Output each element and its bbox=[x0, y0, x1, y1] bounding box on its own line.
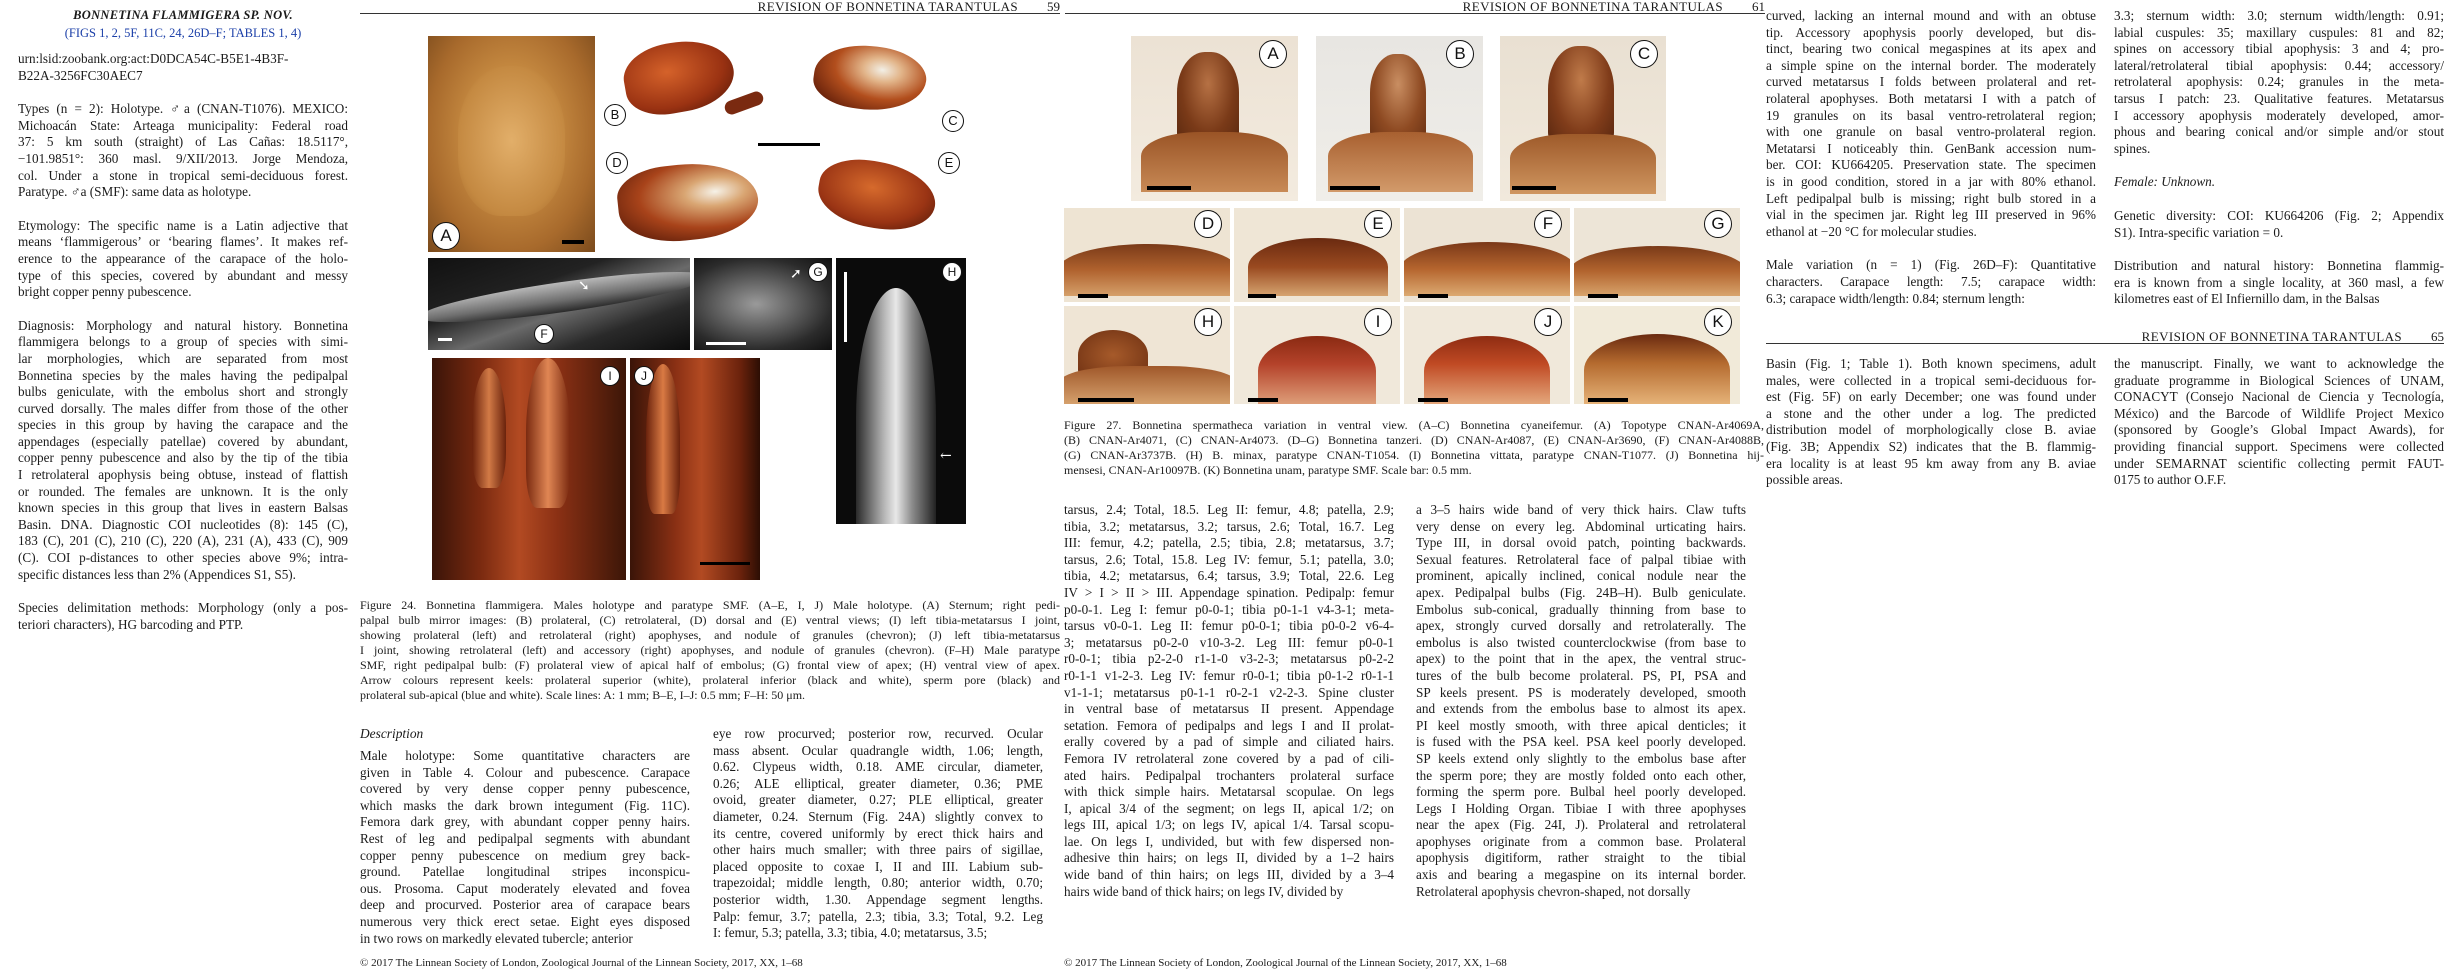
text-line: Palp: femur, 3.7; patella, 2.3; tibia, 3.3; Total, 9.2. Leg bbox=[713, 908, 1043, 924]
text-line: Figure 24. Bonnetina flammigera. Males holotype and paratype SMF. (A–E, I, J) Male holotype. (A) Sternum; right pedi- bbox=[360, 598, 1060, 612]
text-line: copper penny pubescence on medium grey back- bbox=[360, 847, 690, 863]
male-variation-paragraph bbox=[1766, 257, 2096, 307]
text-line: mensesi, CNAN-Ar10097B. (K) Bonnetina unam, paratype SMF. Scale bar: 0.5 mm. bbox=[1064, 463, 1472, 477]
text-line: lae. On legs I, undivided, but with few dispersed non- bbox=[1064, 833, 1394, 849]
text-line: a 3–5 hairs wide band of very thick hairs. Claw tufts bbox=[1416, 502, 1746, 517]
text-line: Retrolateral apophysis chevron-shaped, not dorsally bbox=[1416, 883, 1691, 899]
text-line: apophyses originate from a common base. Prolateral bbox=[1416, 833, 1746, 849]
text-line: ber. COI: KU664205. Preservation state. The specimen bbox=[1766, 157, 2096, 173]
figure-24-panel-b bbox=[604, 36, 799, 140]
figure-27-panel-b bbox=[1316, 36, 1483, 201]
text-line: showing prolateral (left) and retrolateral (right) apophyses, and nodule of granules (chevron); (J) left tibia-metatarsus bbox=[360, 628, 1060, 642]
text-line: Etymology: The specific name is a Latin adjective that bbox=[18, 217, 348, 233]
page-65-col-b bbox=[2114, 356, 2444, 489]
distribution-paragraph bbox=[2114, 258, 2444, 308]
text-line: placed opposite to coxae I, II and III. Labium sub- bbox=[713, 858, 1043, 874]
figure-27-panel-i bbox=[1234, 306, 1400, 404]
text-line: means ‘flammigerous’ or ‘bearing flames’. It makes ref- bbox=[18, 234, 348, 250]
scale-bar bbox=[1512, 186, 1556, 190]
scale-bar bbox=[1418, 398, 1448, 402]
figure-24-panel-c bbox=[806, 36, 966, 140]
page-number: 61 bbox=[1752, 0, 1765, 14]
figure-27-panel-g bbox=[1574, 208, 1740, 302]
text-line: very dense on every leg. Abdominal urticating hairs. bbox=[1416, 518, 1746, 534]
column-7 bbox=[2114, 8, 2444, 308]
text-line: males, were collected in a tropical semi-deciduous for- bbox=[1766, 372, 2096, 388]
text-line: bright copper penny pubescence. bbox=[18, 284, 192, 300]
panel-label: H bbox=[942, 262, 962, 282]
text-line: spines on accessory tibial apophysis: 3 and 4; pro- bbox=[2114, 41, 2444, 57]
page-59-text bbox=[360, 726, 1060, 946]
figure-24-panel-f bbox=[428, 258, 690, 350]
figure-24-panel-j bbox=[630, 358, 760, 580]
scale-bar bbox=[1330, 186, 1380, 190]
text-line: providing financial support. Specimens were collected bbox=[2114, 438, 2444, 454]
text-line: Metatarsi I noticeably thin. GenBank accession num- bbox=[1766, 140, 2096, 156]
text-line: curved metatarsus I folds between prolateral and ret- bbox=[1766, 74, 2096, 90]
species-delimitation-paragraph bbox=[18, 600, 348, 633]
text-line: tibia, 4.2; metatarsus, 6.4; tarsus, 3.9; Total, 22.6. Leg bbox=[1064, 568, 1394, 584]
text-line: 183 (C), 201 (C), 210 (C), 220 (A), 231 (A), 433 (C), 909 bbox=[18, 533, 348, 549]
text-line: erence to the appearance of the carapace of the holo- bbox=[18, 250, 348, 266]
text-line: prolateral sub-apical (blue and white). Scale lines: A: 1 mm; B–E, I–J: 0.5 mm; F–H: 50 μm. bbox=[360, 688, 806, 702]
scale-bar bbox=[1248, 398, 1278, 402]
text-line: tures of the bulb become prolateral. PS, PI, PSA and bbox=[1416, 667, 1746, 683]
text-line: the sperm pore; they are mostly folded onto each other, bbox=[1416, 767, 1746, 783]
text-line: possible areas. bbox=[1766, 472, 1843, 488]
text-line: Diagnosis: Morphology and natural history. Bonnetina bbox=[18, 317, 348, 333]
text-line: era locality is at least 95 km away from any B. aviae bbox=[1766, 455, 2096, 471]
text-line: 0.62. Clypeus width, 0.18. AME circular, diameter, bbox=[713, 759, 1043, 775]
figure-27-panel-j bbox=[1404, 306, 1570, 404]
zoobank-lsid: urn:lsid:zoobank.org:act:D0DCA54C-B5E1-4B3F-B22A-3256FC30AEC7 bbox=[18, 51, 289, 83]
text-line: Femora IV retrolateral zone covered by a pad of cili- bbox=[1064, 750, 1394, 766]
panel-label: B bbox=[604, 104, 626, 126]
text-line: curved dorsally. The males differ from those of the other bbox=[18, 400, 348, 416]
text-line: tarsus, 2.4; Total, 18.5. Leg II: femur, 4.8; patella, 2.9; bbox=[1064, 502, 1394, 517]
text-line: erally covered by a pad of simple and ciliated hairs. bbox=[1064, 734, 1394, 750]
text-line: SP keels present. PS is moderately developed, smooth bbox=[1416, 684, 1746, 700]
scale-bar bbox=[700, 562, 750, 565]
page-61-col-b bbox=[1416, 502, 1746, 900]
text-line: its centre, covered uniformly by erect thick hairs and bbox=[713, 825, 1043, 841]
text-line: Legs I Holding Organ. Tibiae I with three apophyses bbox=[1416, 800, 1746, 816]
text-line: near the apex (Fig. 24I, J). Prolateral and retrolateral bbox=[1416, 817, 1746, 833]
text-line: under SEMARNAT scientific collecting permit FAUT- bbox=[2114, 455, 2444, 471]
text-line: a simple spine on the internal border. The moderately bbox=[1766, 57, 2096, 73]
text-line: Sexual features. Retrolateral face of palpal tibiae with bbox=[1416, 551, 1746, 567]
text-line: tibia, 3.2; metatarsus, 3.2; tarsus, 2.6; Total, 16.7. Leg bbox=[1064, 518, 1394, 534]
text-line: copper penny pubescence and also by the tip of the tibia bbox=[18, 450, 348, 466]
text-line: which masks the dark brown integument (Fig. 11C). bbox=[360, 797, 690, 813]
text-line: Distribution and natural history: Bonnetina flammig- bbox=[2114, 258, 2444, 274]
scale-bar bbox=[1147, 186, 1191, 190]
text-line: given in Table 4. Colour and pubescence. Carapace bbox=[360, 764, 690, 780]
text-line: 6.3; carapace width/length: 0.84; sternum length: bbox=[1766, 290, 2025, 306]
text-line: tarsus, 2.6; Total, 15.8. Leg IV: femur, 5.1; patella, 3.0; bbox=[1064, 551, 1394, 567]
text-line: PI keel mostly smooth, with three apical denticles; it bbox=[1416, 717, 1746, 733]
text-line: Arrow colours represent keels: prolateral superior (white), prolateral inferior (black and white), sperm pore (black) and bbox=[360, 673, 1060, 687]
text-line: deep and procurved. Posterior area of carapace bears bbox=[360, 897, 690, 913]
page-61-footer: © 2017 The Linnean Society of London, Zoological Journal of the Linnean Society, 2017, XX, 1–68 bbox=[1064, 957, 1507, 969]
scale-bar bbox=[758, 143, 820, 146]
text-line: S1). Intra-specific variation = 0. bbox=[2114, 224, 2284, 240]
text-line: diameter, 0.24. Sternum (Fig. 24A) slightly convex to bbox=[713, 808, 1043, 824]
text-line: I retrolateral apophysis being obtuse, instead of flattish bbox=[18, 467, 348, 483]
text-line: spines. bbox=[2114, 140, 2151, 156]
text-line: specific distances less than 2% (Appendices S1, S5). bbox=[18, 566, 296, 582]
text-line: Michoacán State: Arteaga municipality: Federal road bbox=[18, 117, 348, 133]
text-line: ethanol at −20 °C for molecular studies. bbox=[1766, 223, 1977, 239]
text-line: Species delimitation methods: Morphology (only a pos- bbox=[18, 600, 348, 616]
text-line: Figure 27. Bonnetina spermatheca variation in ventral view. (A–C) Bonnetina cyaneifemur. (A) Topotype CNAN-Ar4069A, bbox=[1064, 418, 1764, 432]
white-arrow-icon: ← bbox=[940, 448, 952, 464]
panel-label: E bbox=[1364, 210, 1392, 238]
text-line: phous and bearing conical and/or simple and/or stout bbox=[2114, 124, 2444, 140]
figure-27-panel-e bbox=[1234, 208, 1400, 302]
text-line: Male variation (n = 1) (Fig. 26D–F): Quantitative bbox=[1766, 257, 2096, 273]
figure-27-panel-d bbox=[1064, 208, 1230, 302]
panel-label: G bbox=[1704, 210, 1732, 238]
text-line: graduate programme in Biological Sciences of UNAM, bbox=[2114, 372, 2444, 388]
text-line: r0-0-1; tibia p2-2-0 r1-1-0 v3-2-3; metatarsus p0-2-2 bbox=[1064, 651, 1394, 667]
text-line: SP keels extend only slightly to the embolus base after bbox=[1416, 750, 1746, 766]
text-line: hairs wide band of thick hairs; on legs IV, divided by bbox=[1064, 883, 1344, 899]
panel-label: J bbox=[634, 366, 654, 386]
text-line: apex, strongly curved dorsally and retrolaterally. The bbox=[1416, 618, 1746, 634]
text-line: covered by very dense copper penny pubescence, bbox=[360, 781, 690, 797]
text-line: (C). COI p-distances to other species above 9%; intra- bbox=[18, 550, 348, 566]
text-line: retrolateral apophysis: 0.24; granules in the meta- bbox=[2114, 74, 2444, 90]
text-line: Types (n = 2): Holotype. ♂a (CNAN-T1076). MEXICO: bbox=[18, 101, 348, 117]
text-line: wide band of thin hairs; on legs III, divided by a 3–4 bbox=[1064, 867, 1394, 883]
text-line: flammigera belongs to a group of species with simi- bbox=[18, 334, 348, 350]
page-number: 65 bbox=[2431, 329, 2444, 344]
text-line: kilometres east of El Infiernillo dam, in the Balsas bbox=[2114, 291, 2380, 307]
running-title: REVISION OF BONNETINA TARANTULAS bbox=[2141, 329, 2402, 344]
scale-bar bbox=[706, 342, 746, 345]
page-59-footer: © 2017 The Linnean Society of London, Zoological Journal of the Linnean Society, 2017, XX, 1–68 bbox=[360, 957, 803, 969]
text-line: ovoid, greater diameter, 0.27; PLE elliptical, greater bbox=[713, 792, 1043, 808]
page-65-col-a bbox=[1766, 356, 2096, 489]
text-line: est (Fig. 5F) on early December; one was found under bbox=[1766, 389, 2096, 405]
panel-label: D bbox=[606, 152, 628, 174]
panel-label: K bbox=[1704, 308, 1732, 336]
scale-bar bbox=[1418, 294, 1448, 298]
text-line: 0.26; ALE elliptical, greater diameter, 0.36; PME bbox=[713, 775, 1043, 791]
text-line: in two rows on markedly elevated tubercle; anterior bbox=[360, 930, 633, 946]
text-line: IV > I > II > III. Appendage spination. Pedipalp: femur bbox=[1064, 584, 1394, 600]
panel-label: I bbox=[1364, 308, 1392, 336]
text-line: curved, lacking an internal mound and with an obtuse bbox=[1766, 8, 2096, 23]
text-line: distribution model of morphologically close B. aviae bbox=[1766, 422, 2096, 438]
scale-bar bbox=[1078, 398, 1134, 402]
page-61-col-a bbox=[1064, 502, 1394, 900]
text-line: is fused with the PSA keel. PSA keel poorly developed. bbox=[1416, 734, 1746, 750]
section-heading: Description bbox=[360, 726, 424, 741]
figure-27-caption bbox=[1064, 418, 1764, 478]
text-line: is in good condition, stored in a jar with 80% ethanol. bbox=[1766, 173, 2096, 189]
text-line: with one granule on basal ventro-prolateral region. bbox=[1766, 124, 2096, 140]
text-line: col. Under a stone in tropical semi-deciduous forest. bbox=[18, 167, 348, 183]
description-col-b bbox=[713, 726, 1043, 942]
figure-27-panel-f bbox=[1404, 208, 1570, 302]
figure-24-panel-d bbox=[604, 148, 799, 254]
text-line: Basin. DNA. Diagnostic COI nucleotides (8): 145 (C), bbox=[18, 516, 348, 532]
text-line: Genetic diversity: COI: KU664206 (Fig. 2; Appendix bbox=[2114, 207, 2444, 223]
text-line: Basin (Fig. 1; Table 1). Both known specimens, adult bbox=[1766, 356, 2096, 371]
text-line: or rounded. The females are unknown. It is the only bbox=[18, 483, 348, 499]
panel-label: H bbox=[1194, 308, 1222, 336]
diagnosis-paragraph bbox=[18, 318, 348, 584]
text-line: rolateral apophyses. Both metatarsi I with a patch of bbox=[1766, 90, 2096, 106]
text-line: México) and the Barcode of Wildlife Project Mexico bbox=[2114, 405, 2444, 421]
text-line: eye row procurved; posterior row, recurved. Ocular bbox=[713, 726, 1043, 741]
text-line: legs III, apical 1/3; on legs IV, apical 1/4. Tarsal scopu- bbox=[1064, 817, 1394, 833]
text-line: I joint, showing retrolateral (left) and accessory (right) apophyses, and nodule of granules (chevron). (F–H) Male paratype bbox=[360, 643, 1060, 657]
etymology-paragraph bbox=[18, 218, 348, 301]
text-line: adhesive thin hairs; on legs II, divided by a 1–2 hairs bbox=[1064, 850, 1394, 866]
text-line: I accessory apophysis moderately developed, amor- bbox=[2114, 107, 2444, 123]
text-line: vial in the specimen jar. Right leg III preserved in 96% bbox=[1766, 207, 2096, 223]
column-1 bbox=[18, 8, 348, 633]
text-line: −101.9851°: 360 masl. 9/XII/2013. Jorge Mendoza, bbox=[18, 150, 348, 166]
panel-label: A bbox=[432, 222, 460, 250]
page-61-header bbox=[1065, 0, 1765, 14]
text-line: prominent, apically inclined, conical nodule near the bbox=[1416, 568, 1746, 584]
text-line: a stone and the other under a log. The predicted bbox=[1766, 405, 2096, 421]
figure-27-panel-a bbox=[1131, 36, 1298, 201]
text-line: SMF, right pedipalpal bulb: (F) prolateral view of apical half of embolus; (G) frontal view of apex; (H) ventral view of apex. bbox=[360, 658, 1060, 672]
text-line: forming the sperm pore. Bulbal heel poorly developed. bbox=[1416, 784, 1746, 800]
running-title: REVISION OF BONNETINA TARANTULAS bbox=[1462, 0, 1723, 14]
panel-label: A bbox=[1259, 40, 1287, 68]
text-line: v1-1-1; metatarsus p0-1-1 r0-2-1 v2-2-3. Spine cluster bbox=[1064, 684, 1394, 700]
text-line: lar morphologies, which are separated from most bbox=[18, 350, 348, 366]
text-line: Male holotype: Some quantitative characters are bbox=[360, 748, 690, 763]
text-line: tinct, bearing two conical megaspines at its apex and bbox=[1766, 41, 2096, 57]
text-line: p0-0-1. Leg I: femur p0-0-1; tibia p0-1-1 v4-3-1; meta- bbox=[1064, 601, 1394, 617]
panel-label: D bbox=[1194, 210, 1222, 238]
text-line: tarsus v0-0-1. Leg II: femur p0-0-1; tibia p0-0-2 v6-4- bbox=[1064, 618, 1394, 634]
text-line: 3.3; sternum width: 3.0; sternum width/length: 0.91; bbox=[2114, 8, 2444, 23]
text-line: appendages (especially patellae) covered by abundant, bbox=[18, 433, 348, 449]
scale-bar bbox=[1248, 294, 1276, 298]
text-line: ated hairs. Pedipalpal trochanters prolateral surface bbox=[1064, 767, 1394, 783]
text-line: Embolus sub-conical, gradually thinning from base to bbox=[1416, 601, 1746, 617]
text-line: teriori characters), HG barcoding and PTP. bbox=[18, 616, 244, 632]
text-line: (sponsored by Google’s Global Impact Awards), for bbox=[2114, 422, 2444, 438]
figure-27-panel-c bbox=[1500, 36, 1666, 201]
page-number: 59 bbox=[1047, 0, 1060, 14]
text-line: 19 granules on its basal ventro-retrolateral region; bbox=[1766, 107, 2096, 123]
text-line: apex) to the point that in the apex, the ventral struc- bbox=[1416, 651, 1746, 667]
figure-24-panel-a bbox=[428, 36, 595, 252]
text-line: Rest of leg and pedipalpal segments with abundant bbox=[360, 830, 690, 846]
text-line: with thick simple hairs. Metatarsal scopulae. On legs bbox=[1064, 784, 1394, 800]
panel-label: G bbox=[808, 262, 828, 282]
text-line: Type III, in dorsal ovoid patch, pointing backwards. bbox=[1416, 535, 1746, 551]
scale-bar bbox=[562, 240, 584, 244]
text-line: other hairs much smaller; with three pairs of sigillae, bbox=[713, 842, 1043, 858]
text-line: species in this group by having the carapace and the bbox=[18, 417, 348, 433]
panel-label: F bbox=[1534, 210, 1562, 238]
text-line: characters. Carapace length: 7.5; carapace width: bbox=[1766, 273, 2096, 289]
text-line: mass absent. Ocular quadrangle width, 1.06; length, bbox=[713, 742, 1043, 758]
text-line: era is known from a single locality, at 360 masl, a few bbox=[2114, 274, 2444, 290]
scale-bar bbox=[438, 338, 452, 341]
text-line: apex. Pedipalpal bulbs (Fig. 24B–H). Bulb geniculate. bbox=[1416, 584, 1746, 600]
text-line: r0-1-1 v1-2-3. Leg IV: femur r0-0-1; tibia p0-1-2 r0-1-1 bbox=[1064, 667, 1394, 683]
figs-ref[interactable]: (FIGS 1, 2, 5F, 11C, 24, 26D–F; TABLES 1, 4) bbox=[64, 26, 302, 40]
text-line: axis and bearing a megaspine on its internal border. bbox=[1416, 867, 1746, 883]
figure-27-panel-h bbox=[1064, 306, 1230, 404]
text-line: setation. Femora of pedipalps and legs I and II prolat- bbox=[1064, 717, 1394, 733]
text-line: tip. Accessory apophysis poorly developed, but dis- bbox=[1766, 24, 2096, 40]
text-line: posterior width, 1.30. Appendage segment lengths. bbox=[713, 891, 1043, 907]
text-line: Bonnetina species by the males having the pedipalpal bbox=[18, 367, 348, 383]
text-line: in ventral base of metatarsus II present. Appendage bbox=[1064, 701, 1394, 717]
text-line: Paratype. ♂a (SMF): same data as holotype. bbox=[18, 184, 252, 200]
scale-bar bbox=[1588, 398, 1628, 402]
types-paragraph bbox=[18, 101, 348, 201]
species-title: BONNETINA FLAMMIGERA SP. NOV. bbox=[73, 8, 293, 22]
text-line: lateral/retrolateral tibial apophysis: 0.44; accessory/ bbox=[2114, 57, 2444, 73]
figure-24-panel-i bbox=[432, 358, 626, 580]
column-6 bbox=[1766, 8, 2096, 307]
panel-label: F bbox=[534, 324, 554, 344]
col6-paragraph bbox=[1766, 8, 2096, 240]
panel-label: B bbox=[1446, 40, 1474, 68]
white-arrow-icon: ➚ bbox=[790, 266, 802, 282]
text-line: 0175 to author O.F.F. bbox=[2114, 472, 2227, 488]
scale-bar bbox=[1078, 294, 1108, 298]
figure-24-panel-h bbox=[836, 258, 966, 524]
text-line: type of this species, covered by abundant and messy bbox=[18, 267, 348, 283]
figure-24-caption bbox=[360, 598, 1060, 703]
text-line: (B) CNAN-Ar4071, (C) CNAN-Ar4073. (D–G) Bonnetina tanzeri. (D) CNAN-Ar4087, (E) CNAN-Ar3690, (F) CNAN-Ar4088B, bbox=[1064, 433, 1764, 447]
text-line: 37: 5 km south (straight) of Las Cañas: 18.5117°, bbox=[18, 134, 348, 150]
text-line: ground. Patellae longitudinal stripes inconspicu- bbox=[360, 864, 690, 880]
page-59-header bbox=[360, 0, 1060, 14]
text-line: tarsus I patch: 23. Qualitative features. Metatarsus bbox=[2114, 90, 2444, 106]
col7-paragraph bbox=[2114, 8, 2444, 157]
panel-label: J bbox=[1534, 308, 1562, 336]
panel-label: C bbox=[1630, 40, 1658, 68]
text-line: bulbs geniculate, with the embolus short and strongly bbox=[18, 384, 348, 400]
panel-label: E bbox=[938, 152, 960, 174]
text-line: and extends from the embolus base to almost its apex. bbox=[1416, 701, 1746, 717]
text-line: known species in this group that lives in eastern Balsas bbox=[18, 500, 348, 516]
panel-label: C bbox=[942, 110, 964, 132]
text-line: Left pedipalpal bulb is missing; right bulb stored in a bbox=[1766, 190, 2096, 206]
text-line: trapezoidal; middle length, 0.80; anterior width, 0.70; bbox=[713, 875, 1043, 891]
description-col-a bbox=[360, 748, 690, 947]
text-line: numerous very thick erect setae. Eight eyes disposed bbox=[360, 913, 690, 929]
text-line: Femora dark grey, with abundant copper penny hairs. bbox=[360, 814, 690, 830]
text-line: labial cuspules: 35; maxillary cuspules: 81 and 82; bbox=[2114, 24, 2444, 40]
text-line: I, apical 3/4 of the segment; on legs II, apical 1/2; on bbox=[1064, 800, 1394, 816]
panel-label: I bbox=[600, 366, 620, 386]
text-line: the manuscript. Finally, we want to acknowledge the bbox=[2114, 356, 2444, 371]
text-line: apophysis digitiform, rather straight to the tibial bbox=[1416, 850, 1746, 866]
figure-24-panel-e bbox=[806, 148, 966, 254]
figure-27-panel-k bbox=[1574, 306, 1740, 404]
text-line: III: femur, 4.2; patella, 2.5; tibia, 2.8; metatarsus, 3.7; bbox=[1064, 535, 1394, 551]
scale-bar bbox=[1588, 294, 1618, 298]
text-line: I: femur, 5.3; patella, 3.3; tibia, 4.0; metatarsus, 3.5; bbox=[713, 925, 988, 941]
text-line: CONACYT (Consejo Nacional de Ciencia y Tecnología, bbox=[2114, 389, 2444, 405]
text-line: (Fig. 3B; Appendix S2) indicates that the B. flammig- bbox=[1766, 438, 2096, 454]
female-paragraph: Female: Unknown. bbox=[2114, 174, 2216, 190]
figure-24-panel-g bbox=[694, 258, 832, 350]
text-line: embolus is also twisted counterclockwise (from base to bbox=[1416, 634, 1746, 650]
genetic-diversity-paragraph bbox=[2114, 208, 2444, 241]
text-line: ous. Prosoma. Caput moderately elevated and fovea bbox=[360, 880, 690, 896]
page-65-header bbox=[1766, 330, 2444, 344]
text-line: palpal bulb mirror images: (B) prolateral, (C) retrolateral, (D) dorsal and (E) ventral views; (I) left tibia-metatarsus I joint, bbox=[360, 613, 1060, 627]
text-line: (G) CNAN-Ar3737B. (H) B. minax, paratype CNAN-T1054. (I) Bonnetina vittata, paratype CNAN-T1077. (J) Bonnetina hij- bbox=[1064, 448, 1764, 462]
white-arrow-icon: ➘ bbox=[578, 278, 590, 294]
text-line: 3; metatarsus p0-2-0 v10-3-2. Leg III: femur p0-0-1 bbox=[1064, 634, 1394, 650]
running-title: REVISION OF BONNETINA TARANTULAS bbox=[757, 0, 1018, 14]
